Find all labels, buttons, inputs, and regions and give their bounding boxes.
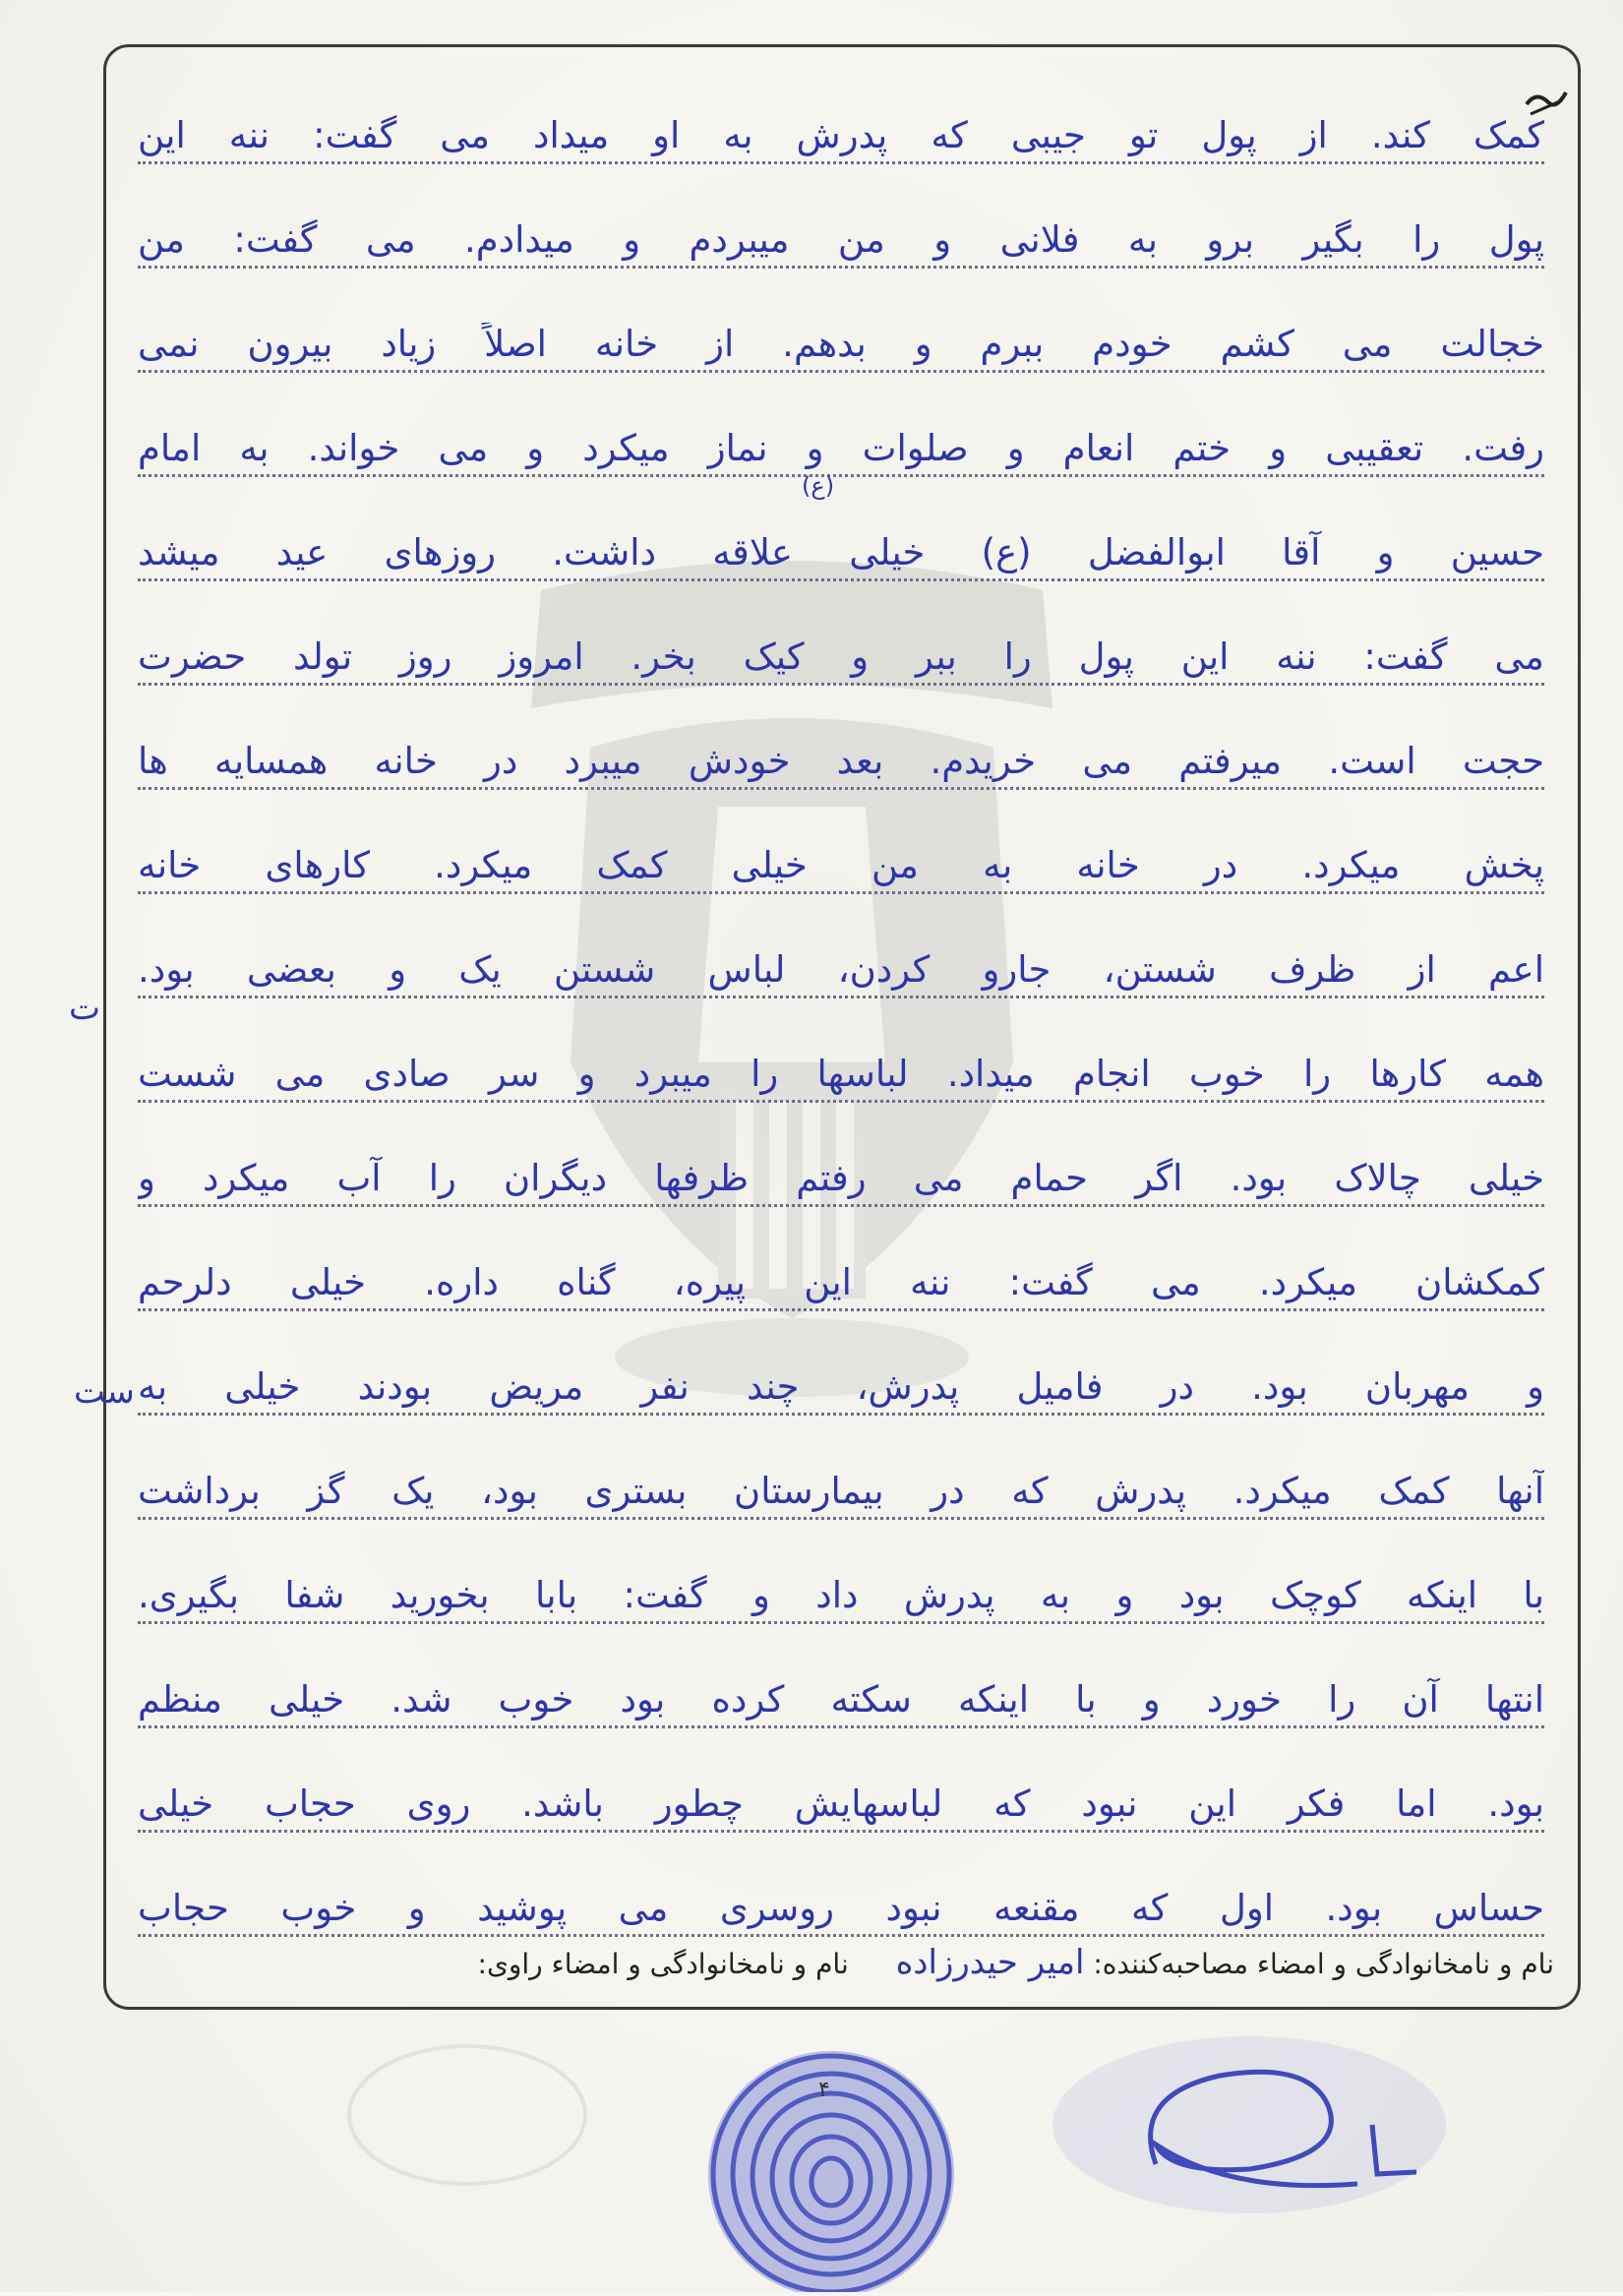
line-text: می گفت: ننه این پول را ببر و کیک بخر. امروز روز تولد حضرت <box>138 635 1544 678</box>
stamp-area <box>0 2026 1623 2292</box>
text-line <box>138 1012 1544 1117</box>
text-line <box>138 74 1544 178</box>
fingerprint-and-signature-icon <box>0 2026 1623 2292</box>
line-text: خیلی چالاک بود. اگر حمام می رفتم ظرفها دیگران را آب میکرد و <box>138 1157 1544 1199</box>
text-line <box>138 178 1544 282</box>
line-text: کمکشان میکرد. می گفت: ننه این پیره، گناه داره. خیلی دلرحم <box>138 1261 1544 1303</box>
line-text: اعم از ظرف شستن، جارو کردن، لباس شستن یک و بعضی بود. <box>138 948 1544 991</box>
line-text: خجالت می کشم خودم ببرم و بدهم. از خانه اصلاً زیاد بیرون نمی <box>138 323 1544 365</box>
superscript-note: (ع) <box>802 472 835 500</box>
text-line <box>138 282 1544 387</box>
line-text: رفت. تعقیبی و ختم انعام و صلوات و نماز میکرد و می خواند. به امام <box>138 427 1544 469</box>
margin-note: ست <box>74 1372 135 1412</box>
line-text: حسین و آقا ابوالفضل (ع) خیلی علاقه داشت. روزهای عید میشد <box>138 531 1544 574</box>
line-text: انتها آن را خورد و با اینکه سکته کرده بود خوب شد. خیلی منظم <box>138 1678 1544 1721</box>
text-line <box>138 491 1544 595</box>
text-line <box>138 699 1544 804</box>
text-line <box>138 1221 1544 1325</box>
line-text: کمک کند. از پول تو جیبی که پدرش به او میداد می گفت: ننه این <box>138 114 1544 156</box>
margin-note: ت <box>69 989 101 1028</box>
text-line <box>138 595 1544 699</box>
line-text: آنها کمک میکرد. پدرش که در بیمارستان بستری بود، یک گز برداشت <box>138 1470 1544 1512</box>
line-text: همه کارها را خوب انجام میداد. لباسها را میبرد و سر صادی می شست <box>138 1053 1544 1095</box>
line-text: بود. اما فکر این نبود که لباسهایش چطور باشد. روی حجاب خیلی <box>138 1782 1544 1825</box>
signature-footer <box>138 1943 1554 1982</box>
page-number: ۴ <box>818 2078 830 2102</box>
text-line <box>138 1325 1544 1429</box>
text-line <box>138 1117 1544 1221</box>
line-text: پخش میکرد. در خانه به من خیلی کمک میکرد. کارهای خانه <box>138 844 1544 886</box>
text-line <box>138 1846 1544 1951</box>
handwritten-text-body <box>138 74 1544 1951</box>
interviewer-signature: امیر حیدرزاده <box>895 1943 1085 1982</box>
text-line <box>138 804 1544 908</box>
line-text: با اینکه کوچک بود و به پدرش داد و گفت: بابا بخورید شفا بگیری. <box>138 1574 1544 1616</box>
text-line <box>138 1742 1544 1846</box>
line-text: پول را بگیر برو به فلانی و من میبردم و میدادم. می گفت: من <box>138 218 1544 261</box>
line-text: حجت است. میرفتم می خریدم. بعد خودش میبرد در خانه همسایه ها <box>138 740 1544 782</box>
text-line <box>138 908 1544 1012</box>
line-text: و مهربان بود. در فامیل پدرش، چند نفر مریض بودند خیلی به <box>138 1365 1544 1408</box>
text-line <box>138 1429 1544 1534</box>
line-text: حساس بود. اول که مقنعه نبود روسری می پوشید و خوب حجاب <box>138 1887 1544 1929</box>
narrator-label: نام و نامخانوادگی و امضاء راوی: <box>477 1948 849 1980</box>
text-line <box>138 387 1544 491</box>
interviewer-label: نام و نامخانوادگی و امضاء مصاحبه‌کننده: <box>1093 1948 1554 1980</box>
text-line <box>138 1638 1544 1742</box>
text-line <box>138 1534 1544 1638</box>
